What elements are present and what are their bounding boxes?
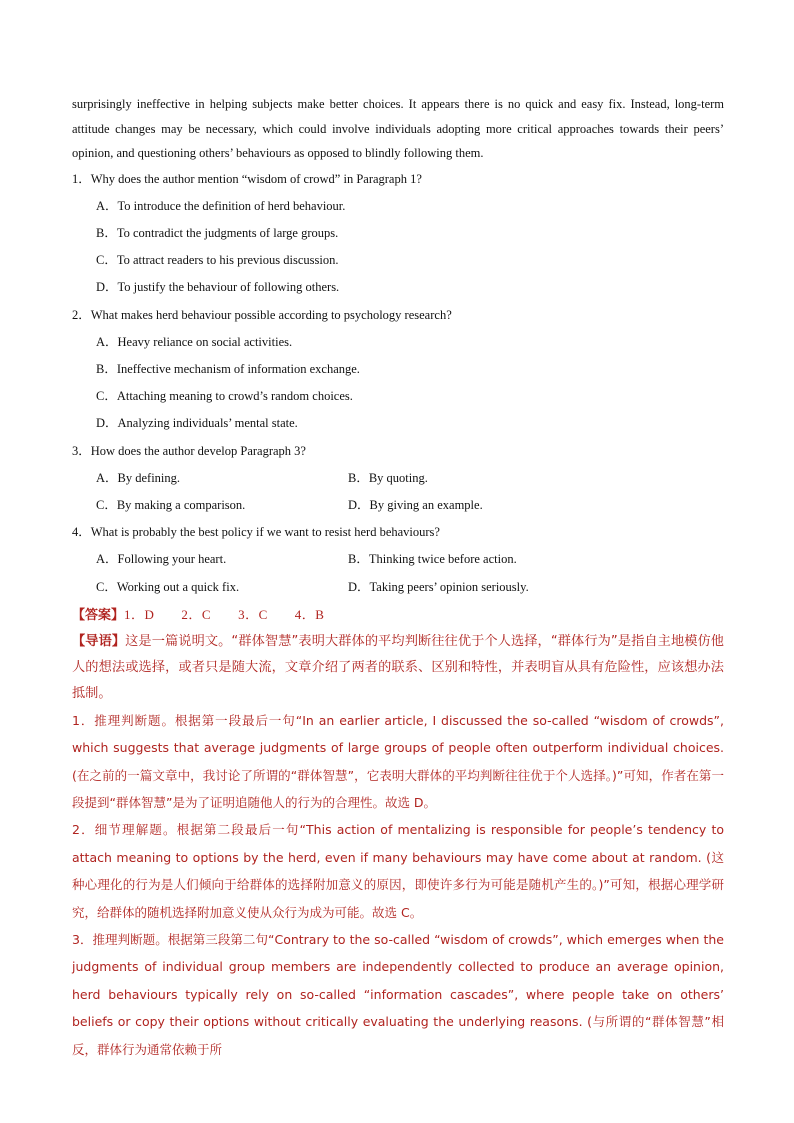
- document-content: [72, 92, 724, 1063]
- option-a: A．Following your heart.: [96, 552, 227, 567]
- passage-tail: surprisingly ineffective in helping subjects make better choices. It appears there is no quick and easy fix. Instead, long-term attitude changes may be necessary, which could involve individuals adopting more critical approaches towards their peers’ opinion, and questioning others’ behaviours as opposed to blindly following them.: [72, 97, 724, 160]
- option-c: C．By making a comparison.: [96, 497, 246, 512]
- option-a: A．By defining.: [96, 470, 181, 485]
- guide-paragraph: [72, 629, 724, 707]
- guide-text: 这是一篇说明文。“群体智慧”表明大群体的平均判断往往优于个人选择，“群体行为”是指自主地模仿他人的想法或选择，或者只是随大流，文章介绍了两者的联系、区别和特性，并表明盲从具有危险性，应该想办法抵制。: [72, 633, 724, 701]
- option-b: B．By quoting.: [348, 470, 428, 485]
- option-c: C．To attract readers to his previous discussion.: [96, 253, 339, 268]
- explanation-3: 3．推理判断题。根据第三段第二句“Contrary to the so-called “wisdom of crowds”, which emerges when the judgments of individual group members are independently collected to produce an average opinion, herd behaviours typically rely on so-called “information cascades”, where people take on others’ beliefs or copy their options without critically evaluating the underlying reasons. (与所谓的“群体智慧”相反，群体行为通常依赖于所: [72, 932, 724, 1057]
- question-4: [72, 519, 724, 601]
- question-stem: 2．What makes herd behaviour possible according to psychology research?: [72, 307, 452, 322]
- explanation-1: 1．推理判断题。根据第一段最后一句“In an earlier article, I discussed the so-called “wisdom of crowds”, which suggests that average judgments of large groups of people often outperform individual choices. (在之前的一篇文章中，我讨论了所谓的“群体智慧”，它表明大群体的平均判断往往优于个人选择。)”可知，作者在第一段提到“群体智慧”是为了证明追随他人的行为的合理性。故选 D。: [72, 712, 724, 810]
- answer-key: [72, 601, 724, 629]
- option-a: A．Heavy reliance on social activities.: [96, 334, 293, 349]
- option-c: C．Attaching meaning to crowd’s random choices.: [96, 389, 353, 404]
- question-stem: 4．What is probably the best policy if we want to resist herd behaviours?: [72, 525, 440, 540]
- option-b: B．To contradict the judgments of large groups.: [96, 225, 339, 240]
- option-a: A．To introduce the definition of herd behaviour.: [96, 198, 346, 213]
- option-grid: [72, 465, 724, 519]
- option-grid: [72, 546, 724, 600]
- question-2: [72, 302, 724, 438]
- question-stem: 3．How does the author develop Paragraph 3?: [72, 443, 306, 458]
- option-b: B．Thinking twice before action.: [348, 552, 517, 567]
- question-1: [72, 166, 724, 302]
- option-c: C．Working out a quick fix.: [96, 579, 240, 594]
- option-b: B．Ineffective mechanism of information exchange.: [96, 361, 360, 376]
- explanation-2: 2．细节理解题。根据第二段最后一句“This action of mentalizing is responsible for people’s tendency to attach meaning to options by the herd, even if many behaviours may have come about at random. (这种心理化的行为是人们倾向于给群体的选择附加意义的原因，即使许多行为可能是随机产生的。)”可知，根据心理学研究，给群体的随机选择附加意义使从众行为成为可能。故选 C。: [72, 822, 724, 920]
- option-d: D．By giving an example.: [348, 497, 483, 512]
- option-d: D．Analyzing individuals’ mental state.: [96, 416, 298, 431]
- question-3: [72, 438, 724, 520]
- answer-text: 1．D 2．C 3．C 4．B: [124, 606, 325, 622]
- answer-tag: 【答案】: [72, 606, 125, 622]
- guide-tag: 【导语】: [72, 633, 126, 649]
- option-d: D．To justify the behaviour of following others.: [96, 280, 340, 295]
- question-stem: 1．Why does the author mention “wisdom of crowd” in Paragraph 1?: [72, 171, 422, 186]
- option-d: D．Taking peers’ opinion seriously.: [348, 579, 529, 594]
